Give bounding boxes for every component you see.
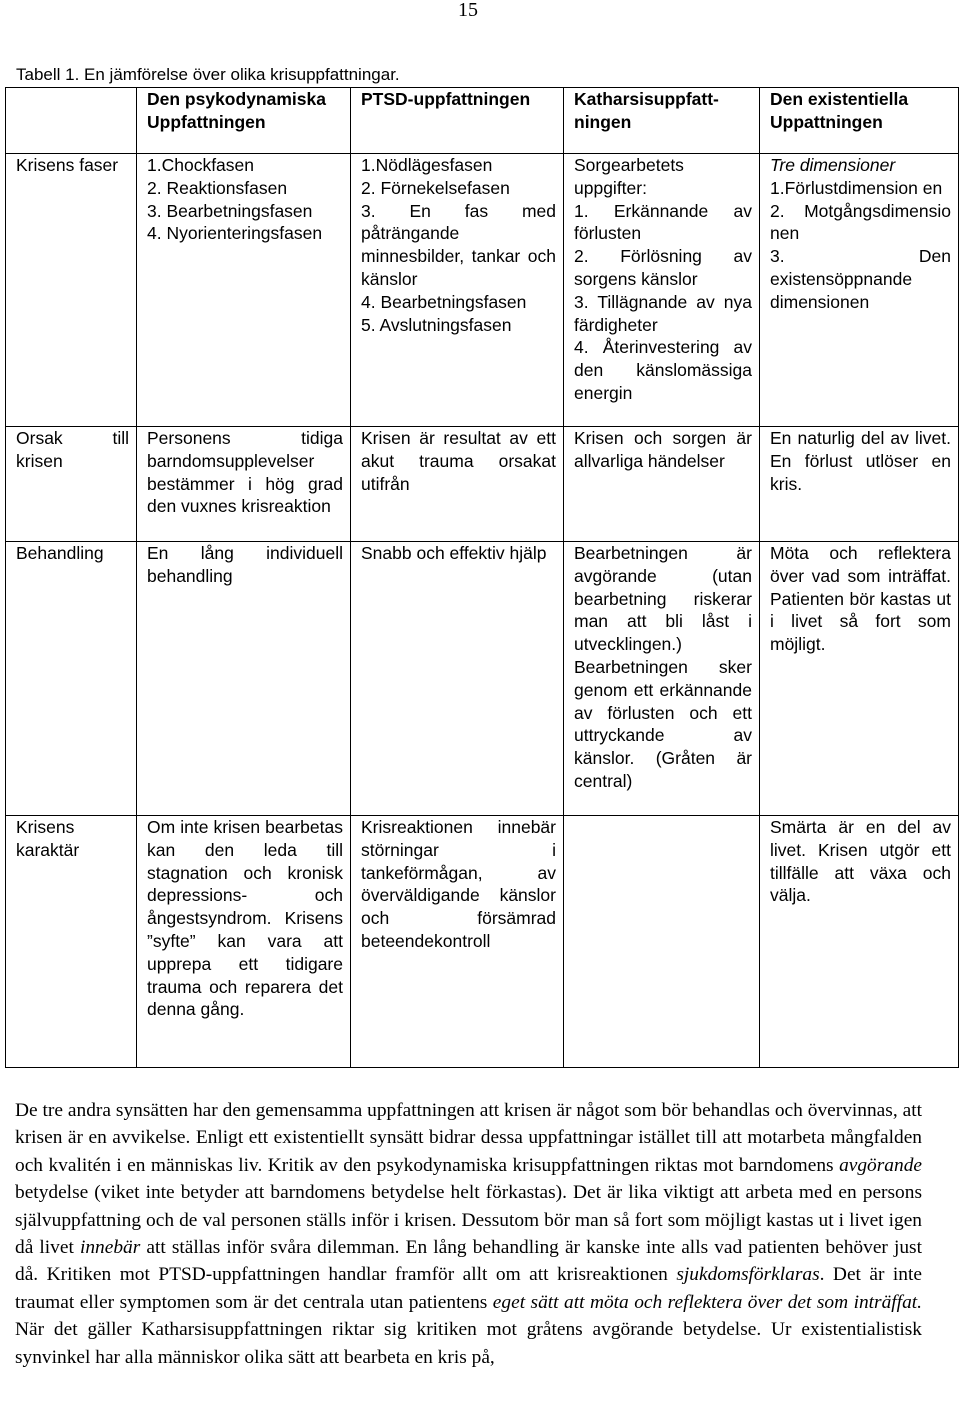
cell-character-psychodynamic: Om inte krisen bearbetas kan den leda till stagnation och kronisk depressions- och ångestsyndrom. Krisens ”syfte” kan vara att upprepa ett tidigare trauma och reparera det denna gång. [137,816,351,1068]
table-row-treatment [6,542,959,816]
table-row-character [6,816,959,1068]
cell-cause-katharsis: Krisen och sorgen är allvarliga händelser [564,427,760,542]
table-header-empty [6,88,137,154]
cell-phases-psychodynamic: 1.Chockfasen 2. Reaktionsfasen 3. Bearbetningsfasen 4. Nyorienteringsfasen [137,154,351,427]
table-caption: Tabell 1. En jämförelse över olika krisuppfattningar. [16,65,400,84]
cell-cause-existential: En naturlig del av livet. En förlust utlöser en kris. [760,427,959,542]
row-label-character: Krisens karaktär [6,816,137,1068]
cell-phases-existential: Tre dimensioner 1.Förlustdimension en 2. Motgångsdimensio nen 3. Den existensöppnande dimensionen [760,154,959,427]
cell-phases-ptsd: 1.Nödlägesfasen 2. Förnekelsefasen 3. En fas med påträngande minnesbilder, tankar och känslor 4. Bearbetningsfasen 5. Avslutningsfasen [351,154,564,427]
table-row-phases [6,154,959,427]
table-header-existential: Den existentiella Uppattningen [760,88,959,154]
cell-treatment-psychodynamic: En lång individuell behandling [137,542,351,816]
table-header-row [6,88,959,154]
crisis-comparison-table [5,87,959,1068]
cell-treatment-existential: Möta och reflektera över vad som inträffat. Patienten bör kastas ut i livet så fort som möjligt. [760,542,959,816]
table-header-katharsis: Katharsisuppfatt-ningen [564,88,760,154]
cell-cause-psychodynamic: Personens tidiga barndomsupplevelser bestämmer i hög grad den vuxnes krisreaktion [137,427,351,542]
table-header-ptsd: PTSD-uppfattningen [351,88,564,154]
cell-treatment-katharsis: Bearbetningen är avgörande (utan bearbetning riskerar man att bli låst i utvecklingen.) Bearbetningen sker genom ett erkännande av förlusten och ett uttryckande av känslor. (Gråten är central) [564,542,760,816]
cell-phases-katharsis: Sorgearbetets uppgifter: 1. Erkännande av förlusten 2. Förlösning av sorgens känslor 3. Tillägnande av nya färdigheter 4. Återinvestering av den känslomässiga energin [564,154,760,427]
row-label-cause: Orsak till krisen [6,427,137,542]
page-number: 15 [458,0,478,21]
cell-character-katharsis [564,816,760,1068]
cell-character-ptsd: Krisreaktionen innebär störningar i tankeförmågan, av överväldigande känslor och försämrad beteendekontroll [351,816,564,1068]
cell-treatment-ptsd: Snabb och effektiv hjälp [351,542,564,816]
body-paragraph: De tre andra synsätten har den gemensamma uppfattningen att krisen är något som bör behandlas och övervinnas, att krisen är en avvikelse. Enligt ett existentiellt synsätt bidrar dessa uppfattningar istället till att motarbeta mångfalden och kvalitén i en människas liv. Kritik av den psykodynamiska krisuppfattningen riktas mot barndomens avgörande betydelse (viket inte betyder att barndomens betydelse helt förkastas). Det är lika viktigt att arbeta med en persons självuppfattning och de val personen ställs inför i krisen. Dessutom bör man så fort som möjligt kastas ut i livet igen då livet innebär att ställas inför svåra dilemman. En lång behandling är kanske inte alls vad patienten behöver just då. Kritiken mot PTSD-uppfattningen handlar framför allt om att krisreaktionen sjukdomsförklaras. Det är inte traumat eller symptomen som är det centrala utan patientens eget sätt att möta och reflektera över det som inträffat. När det gäller Katharsisuppfattningen riktar sig kritiken mot gråtens avgörande betydelse. Ur existentialistisk synvinkel har alla människor olika sätt att bearbeta en kris på, [15,1100,922,1368]
cell-character-existential: Smärta är en del av livet. Krisen utgör ett tillfälle att växa och välja. [760,816,959,1068]
row-label-treatment: Behandling [6,542,137,816]
table-row-cause [6,427,959,542]
cell-cause-ptsd: Krisen är resultat av ett akut trauma orsakat utifrån [351,427,564,542]
table-header-psychodynamic: Den psykodynamiska Uppfattningen [137,88,351,154]
row-label-phases: Krisens faser [6,154,137,427]
